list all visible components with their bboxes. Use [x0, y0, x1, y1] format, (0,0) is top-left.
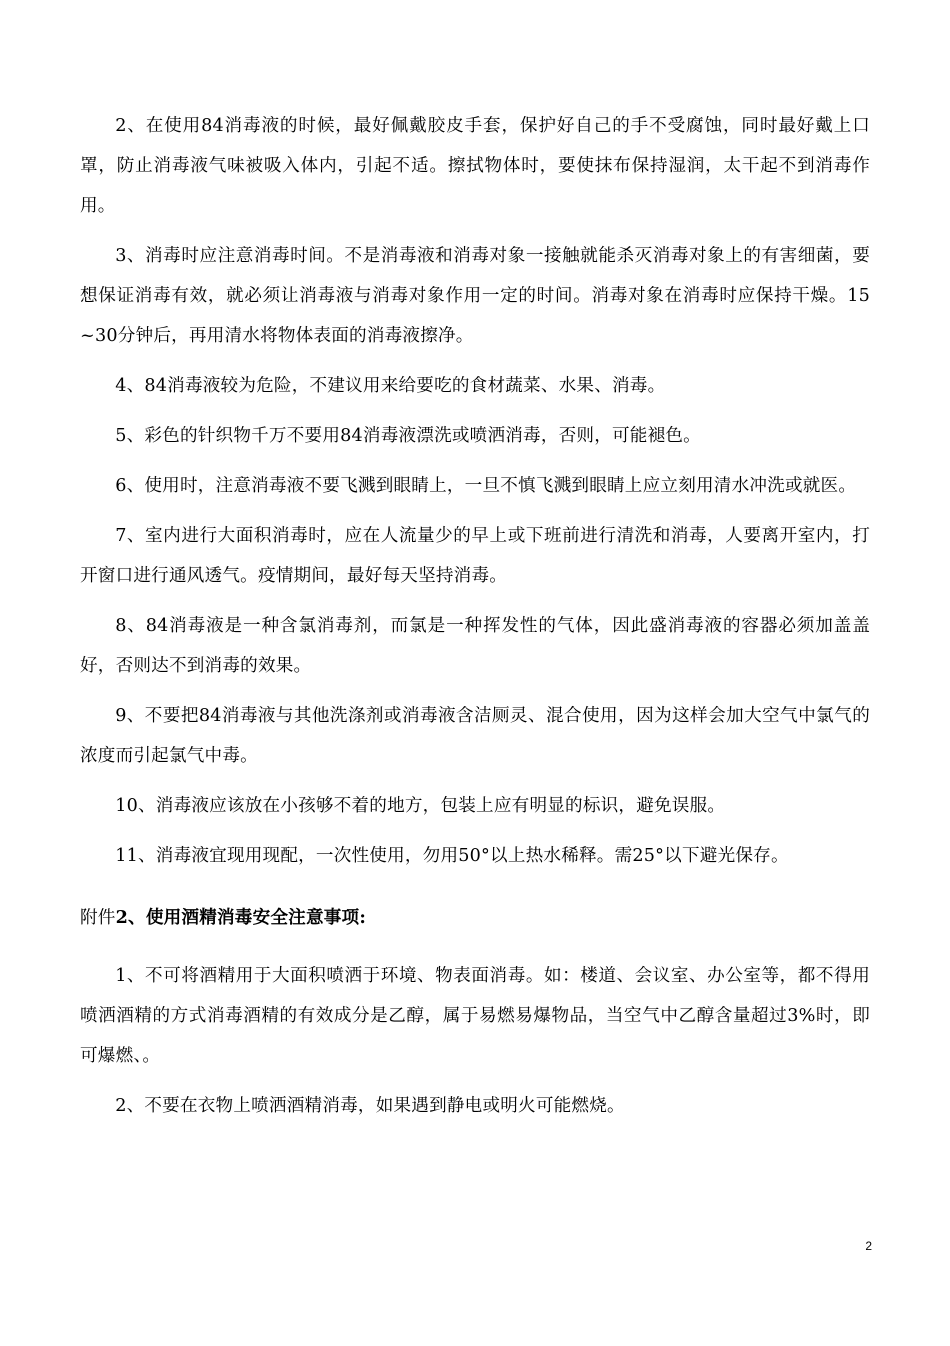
list-item: 2、在使用84消毒液的时候，最好佩戴胶皮手套，保护好自己的手不受腐蚀，同时最好戴上口罩，防止消毒液气味被吸入体内，引起不适。擦拭物体时，要使抹布保持湿润，太干起不到消毒作用。 — [80, 116, 870, 216]
attachment-2-heading — [80, 898, 870, 938]
list-item: 2、不要在衣物上喷洒酒精消毒，如果遇到静电或明火可能燃烧。 — [115, 1096, 625, 1116]
document-body — [80, 106, 870, 1136]
list-item: 3、消毒时应注意消毒时间。不是消毒液和消毒对象一接触就能杀灭消毒对象上的有害细菌，要想保证消毒有效，就必须让消毒液与消毒对象作用一定的时间。消毒对象在消毒时应保持干燥。15 ~30分钟后，再用清水将物体表面的消毒液擦净。 — [80, 246, 870, 346]
list-item: 11、消毒液宜现用现配，一次性使用，勿用50°以上热水稀释。需25°以下避光保存。 — [115, 846, 789, 866]
list-item: 1、不可将酒精用于大面积喷洒于环境、物表面消毒。如：楼道、会议室、办公室等，都不得用喷洒酒精的方式消毒酒精的有效成分是乙醇，属于易燃易爆物品，当空气中乙醇含量超过3%时，即可爆燃、。 — [80, 966, 870, 1066]
list-item: 8、84消毒液是一种含氯消毒剂，而氯是一种挥发性的气体，因此盛消毒液的容器必须加盖盖好，否则达不到消毒的效果。 — [80, 616, 870, 676]
list-item: 4、84消毒液较为危险，不建议用来给要吃的食材蔬菜、水果、消毒。 — [115, 376, 666, 396]
attachment-prefix: 附件 — [80, 908, 116, 928]
attachment-title: 2、使用酒精消毒安全注意事项: — [115, 907, 367, 928]
list-item: 6、使用时，注意消毒液不要飞溅到眼睛上，一旦不慎飞溅到眼睛上应立刻用清水冲洗或就医。 — [115, 476, 857, 496]
list-item: 5、彩色的针织物千万不要用84消毒液漂洗或喷洒消毒，否则，可能褪色。 — [115, 426, 701, 446]
list-item: 10、消毒液应该放在小孩够不着的地方，包装上应有明显的标识，避免误服。 — [115, 796, 726, 816]
list-item: 7、室内进行大面积消毒时，应在人流量少的早上或下班前进行清洗和消毒，人要离开室内，打开窗口进行通风透气。疫情期间，最好每天坚持消毒。 — [80, 526, 870, 586]
page-number: 2 — [865, 1239, 872, 1253]
list-item: 9、不要把84消毒液与其他洗涤剂或消毒液含洁厕灵、混合使用，因为这样会加大空气中氯气的浓度而引起氯气中毒。 — [80, 706, 870, 766]
